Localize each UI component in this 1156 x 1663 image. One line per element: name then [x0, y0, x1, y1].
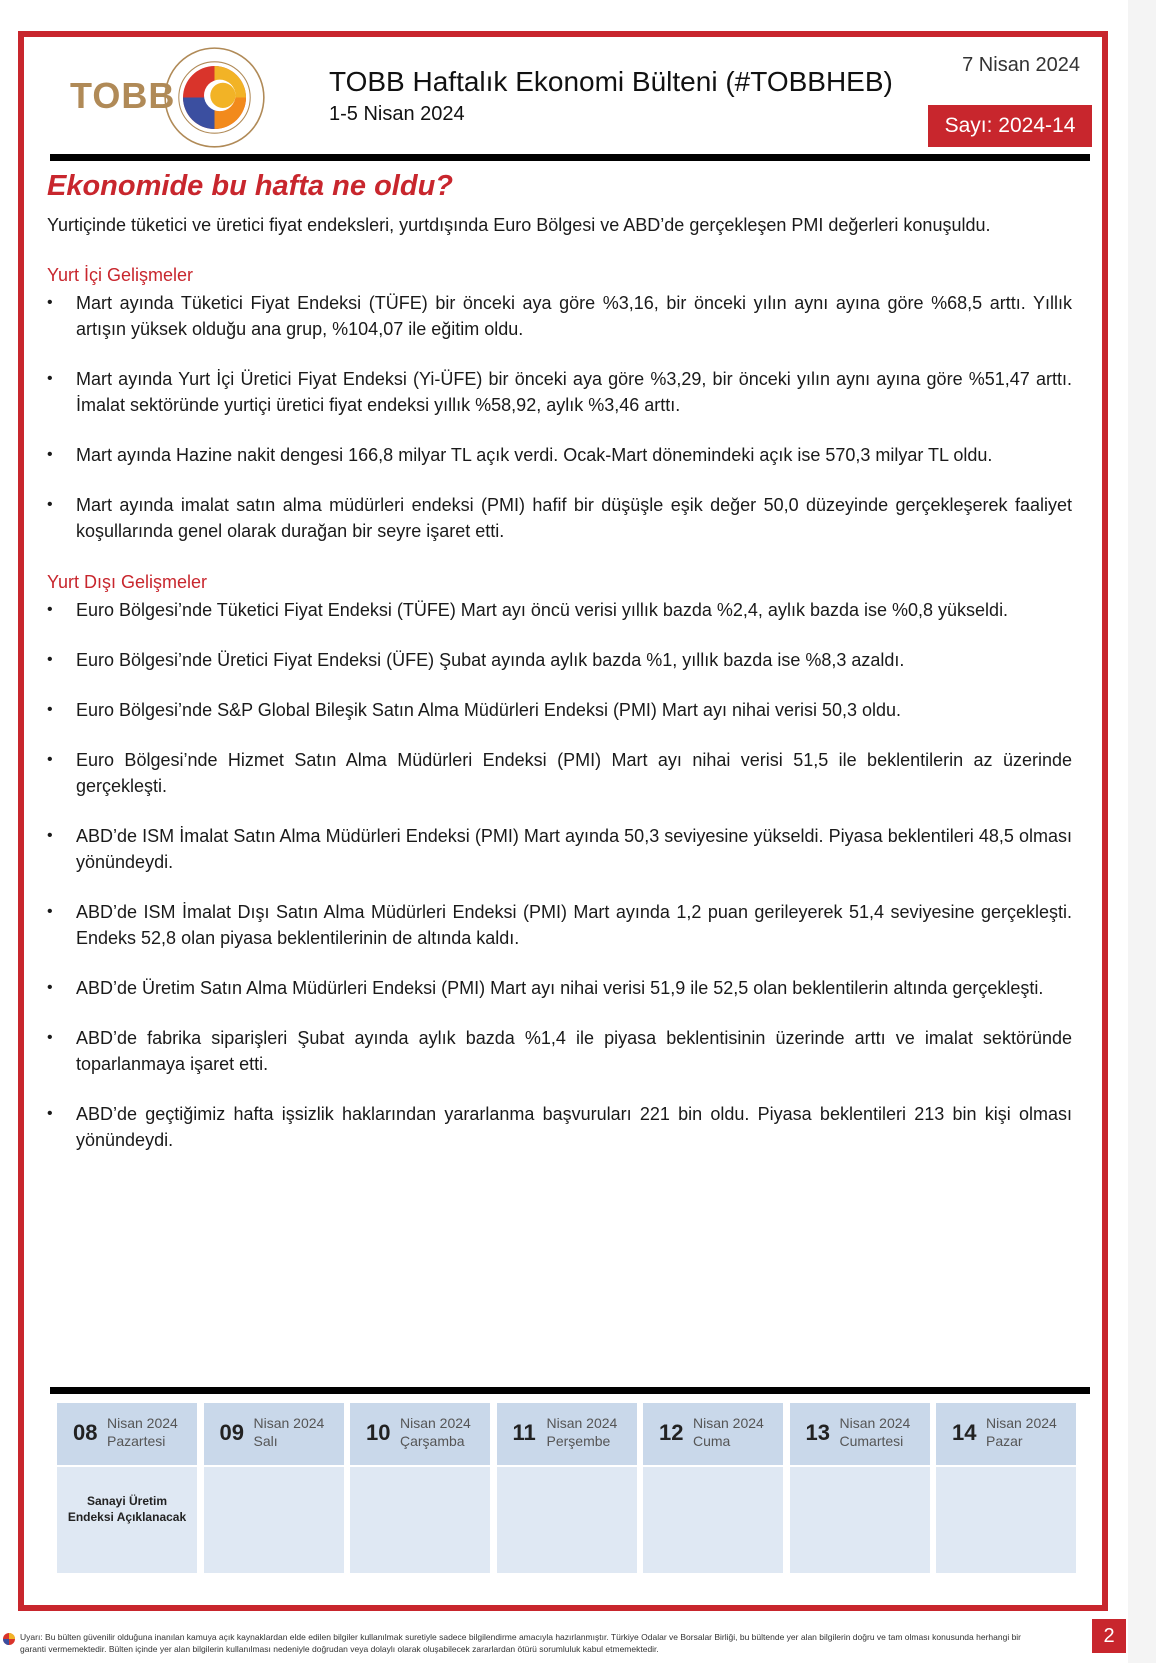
- bulletin-date: 7 Nisan 2024: [962, 54, 1080, 76]
- calendar-day-number: 11: [512, 1420, 536, 1445]
- calendar-day-header: [350, 1403, 490, 1465]
- calendar-day-weekday: Pazartesi: [107, 1433, 166, 1449]
- foreign-list: [47, 597, 1072, 1153]
- domestic-list: [47, 290, 1072, 544]
- tobb-seal-icon: [162, 45, 267, 150]
- calendar-day-header: [57, 1403, 197, 1465]
- calendar-day-number: 10: [366, 1420, 391, 1445]
- calendar-day-weekday: Pazar: [986, 1433, 1023, 1449]
- tobb-logo: [70, 45, 270, 150]
- calendar-day: [936, 1403, 1076, 1573]
- calendar-day-month: Nisan 2024: [253, 1415, 325, 1431]
- calendar-day-body: [936, 1467, 1076, 1573]
- calendar-day-weekday: Cuma: [693, 1433, 731, 1449]
- calendar-day-month: Nisan 2024: [400, 1415, 471, 1431]
- foreign-item: • ABD’de geçtiğimiz hafta işsizlik haklarından yararlanma başvuruları 221 bin oldu. Piyasa beklentileri 213 bin kişi olması yönündeydi.: [47, 1101, 1072, 1153]
- disclaimer-text: Uyarı: Bu bülten güvenilir olduğuna inanılan kamuya açık kaynaklardan elde edilen bilgiler kullanılmak suretiyle sadece bilgilendirme amacıyla hazırlanmıştır. Türkiye Odalar ve Borsalar Birliği, bu bültende yer alan bilgilerin doğru ve tam olması konusunda herhangi bir garanti vermemektedir. Bülten içinde yer alan bilgilerin kullanılması nedeniyle doğrudan veya dolaylı olarak oluşabilecek zararlardan ötürü sorumluluk kabul etmemektedir.: [20, 1632, 1022, 1654]
- calendar-divider: [50, 1387, 1090, 1394]
- calendar-day-header: [643, 1403, 783, 1465]
- calendar-day-body: [497, 1467, 637, 1573]
- calendar-day-header: [936, 1403, 1076, 1465]
- foreign-item: • ABD’de Üretim Satın Alma Müdürleri Endeksi (PMI) Mart ayı nihai verisi 51,9 ile 52,5 olan beklentilerin altında gerçekleşti.: [47, 975, 1072, 1001]
- calendar-day-weekday: Salı: [253, 1433, 278, 1449]
- foreign-item: • Euro Bölgesi’nde Üretici Fiyat Endeksi (ÜFE) Şubat ayında aylık bazda %1, yıllık bazda ise %8,3 azaldı.: [47, 647, 1072, 673]
- domestic-item: • Mart ayında Tüketici Fiyat Endeksi (TÜFE) bir önceki aya göre %3,16, bir önceki yılın aynı ayına göre %68,5 arttı. Yıllık artışın yüksek olduğu ana grup, %104,07 ile eğitim oldu.: [47, 290, 1072, 342]
- page-headline: Ekonomide bu hafta ne oldu?: [47, 170, 453, 202]
- calendar-day-body: [643, 1467, 783, 1573]
- domestic-section-title: Yurt İçi Gelişmeler: [47, 265, 194, 285]
- foreign-item: • Euro Bölgesi’nde Hizmet Satın Alma Müdürleri Endeksi (PMI) Mart ayı nihai verisi 51,5 ile beklentilerin az üzerinde gerçekleşti.: [47, 747, 1072, 799]
- calendar-day: [350, 1403, 490, 1573]
- calendar-day: [204, 1403, 344, 1573]
- calendar-day-month: Nisan 2024: [546, 1415, 618, 1431]
- calendar-day-number: 08: [73, 1420, 98, 1445]
- calendar-day-header: [204, 1403, 344, 1465]
- calendar-day-header: [497, 1403, 637, 1465]
- calendar-day-body: [57, 1467, 197, 1573]
- calendar-day-month: Nisan 2024: [986, 1415, 1057, 1431]
- calendar-day-number: 12: [659, 1420, 684, 1445]
- calendar-day: [497, 1403, 637, 1573]
- foreign-item: • ABD’de fabrika siparişleri Şubat ayında aylık bazda %1,4 ile piyasa beklentisinin üzerinde arttı ve imalat sektöründe toparlanmaya işaret etti.: [47, 1025, 1072, 1077]
- intro-text: Yurtiçinde tüketici ve üretici fiyat endeksleri, yurtdışında Euro Bölgesi ve ABD’de gerçekleşen PMI değerleri konuşuldu.: [47, 215, 991, 235]
- header-divider: [50, 154, 1090, 161]
- calendar-day-month: Nisan 2024: [839, 1415, 911, 1431]
- foreign-item: • Euro Bölgesi’nde Tüketici Fiyat Endeksi (TÜFE) Mart ayı öncü verisi yıllık bazda %2,4, aylık bazda ise %0,8 yükseldi.: [47, 597, 1072, 623]
- domestic-item: • Mart ayında Hazine nakit dengesi 166,8 milyar TL açık verdi. Ocak-Mart dönemindeki açık ise 570,3 milyar TL oldu.: [47, 442, 1072, 468]
- logo-wordmark: TOBB: [70, 75, 176, 116]
- calendar-day-number: 09: [219, 1420, 244, 1445]
- bulletin-week-range: 1-5 Nisan 2024: [329, 103, 465, 125]
- calendar-day-body: [790, 1467, 930, 1573]
- bulletin-title: TOBB Haftalık Ekonomi Bülteni (#TOBBHEB): [329, 66, 893, 97]
- calendar-day-number: 13: [805, 1420, 830, 1445]
- calendar-day-weekday: Perşembe: [546, 1433, 611, 1449]
- calendar-day-month: Nisan 2024: [693, 1415, 764, 1431]
- calendar-day: [57, 1403, 197, 1573]
- tobb-mini-logo-icon: [2, 1632, 16, 1646]
- issue-badge: Sayı: 2024-14: [928, 105, 1092, 147]
- calendar-day-weekday: Çarşamba: [400, 1433, 465, 1449]
- foreign-item: • Euro Bölgesi’nde S&P Global Bileşik Satın Alma Müdürleri Endeksi (PMI) Mart ayı nihai verisi 50,3 oldu.: [47, 697, 1072, 723]
- calendar-day-weekday: Cumartesi: [839, 1433, 904, 1449]
- calendar-day-header: [790, 1403, 930, 1465]
- foreign-item: • ABD’de ISM İmalat Satın Alma Müdürleri Endeksi (PMI) Mart ayında 50,3 seviyesine yükseldi. Piyasa beklentileri 48,5 olması yönündeydi.: [47, 823, 1072, 875]
- calendar-event: Sanayi Üretim Endeksi Açıklanacak: [67, 1494, 187, 1524]
- foreign-section-title: Yurt Dışı Gelişmeler: [47, 572, 208, 592]
- calendar-day-number: 14: [952, 1420, 977, 1445]
- domestic-item: • Mart ayında imalat satın alma müdürleri endeksi (PMI) hafif bir düşüşle eşik değer 50,0 düzeyinde gerçekleşerek faaliyet koşullarında genel olarak durağan bir seyre işaret etti.: [47, 492, 1072, 544]
- calendar-day: [790, 1403, 930, 1573]
- calendar-day-month: Nisan 2024: [107, 1415, 178, 1431]
- calendar-day-body: [350, 1467, 490, 1573]
- weekly-calendar: [57, 1403, 1085, 1573]
- domestic-item: • Mart ayında Yurt İçi Üretici Fiyat Endeksi (Yi-ÜFE) bir önceki aya göre %3,29, bir önceki yılın aynı ayına göre %51,47 arttı. İmalat sektöründe yurtiçi üretici fiyat endeksi yıllık %58,92, aylık %3,46 arttı.: [47, 366, 1072, 418]
- calendar-day-body: [204, 1467, 344, 1573]
- page-number: 2: [1092, 1619, 1126, 1653]
- calendar-day: [643, 1403, 783, 1573]
- foreign-item: • ABD’de ISM İmalat Dışı Satın Alma Müdürleri Endeksi (PMI) Mart ayında 1,2 puan gerileyerek 51,4 seviyesine gerçekleşti. Endeks 52,8 olan piyasa beklentilerinin de altında kaldı.: [47, 899, 1072, 951]
